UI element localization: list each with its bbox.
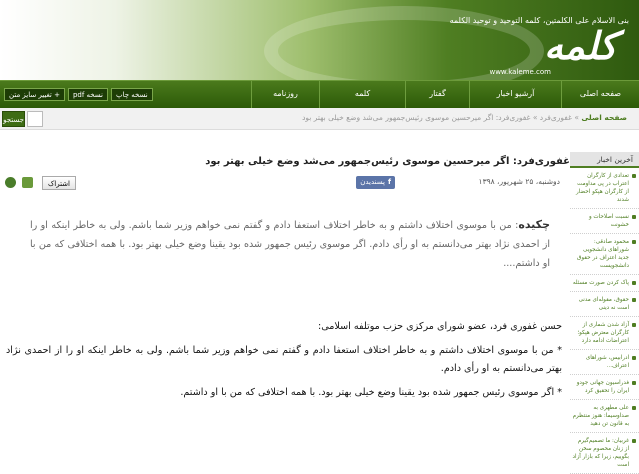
search-button[interactable]: جستجو [2, 111, 25, 127]
site-motto: بنی الاسلام علی الکلمتین، کلمه التوحید و توحید الکلمه [449, 16, 629, 25]
news-item[interactable]: علی مطهری به صداوسیما: هنوز منتظرم به قانون تن دهید [570, 400, 639, 433]
body-paragraph: حسن غفوری فرد، عضو شورای مرکزی حزب موتلفه اسلامی: [318, 321, 562, 332]
breadcrumb-section[interactable]: غفوری‌فرد [539, 113, 572, 122]
news-item[interactable]: ادرابیس، شوراهای اعتراف... [570, 350, 639, 375]
summary-lead: چکیده [518, 218, 550, 231]
main-navbar [0, 80, 639, 108]
facebook-like-button[interactable]: f پسندیدن [356, 176, 395, 189]
site-url[interactable]: www.kaleme.com [489, 68, 551, 76]
breadcrumb-home[interactable]: صفحه اصلی [581, 113, 627, 122]
nav-archive[interactable]: آرشیو اخبار [469, 81, 561, 109]
nav-kaleme[interactable]: کلمه [319, 81, 405, 109]
article-date: دوشنبه، ۲۵ شهریور، ۱۳۹۸ [478, 177, 560, 186]
search-input[interactable] [27, 111, 43, 127]
news-item[interactable]: حقوق، مقوله‌ای مدنی است نه دینی [570, 292, 639, 317]
article-meta [0, 174, 560, 192]
main-menu [251, 81, 639, 109]
article-content [0, 130, 570, 420]
print-icon[interactable] [5, 177, 16, 188]
site-logo[interactable]: کلمه [543, 23, 617, 68]
font-size-button[interactable]: + تغییر سایز متن [4, 88, 65, 101]
pdf-button[interactable]: نسخه pdf [68, 88, 108, 101]
article-body [6, 318, 562, 408]
body-paragraph: * اگر موسوی رئیس جمهور شده بود یقینا وضع خیلی بهتر بود. با همه اختلافی که من با او داشتم. [180, 387, 562, 398]
body-paragraph: * من با موسوی اختلاف داشتم و به خاطر اختلاف استعفا دادم و گفتم نمی خواهم وزیر شما باشم. ولی به خاطر اینکه او را از احمدی نژاد بهتر می‌دانستم به او رأی دادم. [6, 345, 562, 374]
news-item[interactable]: فدراسیون جهانی جودو ایران را تحقیق کرد [570, 375, 639, 400]
nav-home[interactable]: صفحه اصلی [561, 81, 639, 109]
font-tools [4, 88, 153, 101]
news-list [570, 168, 639, 474]
news-item[interactable]: تعدادی از کارگران اعتراب در پی مداومت از کارگران هپکو احضار شدند [570, 168, 639, 209]
breadcrumb: صفحه اصلی » غفوری‌فرد » غفوری‌فرد: اگر میرحسین موسوی رئیس‌جمهور می‌شد وضع خیلی بهتر بود [302, 113, 627, 122]
news-item[interactable]: محمود صادقی: شوراهای دانشجویی جدید اعتراف در حقوق دانشجویست [570, 234, 639, 275]
breadcrumb-current: غفوری‌فرد: اگر میرحسین موسوی رئیس‌جمهور می‌شد وضع خیلی بهتر بود [302, 113, 531, 122]
news-item[interactable]: نسبت اصلاحات و خشونت [570, 209, 639, 234]
news-item[interactable]: آزاد شدن شماری از کارگران معترض هپکو؛ اعتراضات ادامه دارد [570, 317, 639, 350]
latest-news-sidebar [570, 152, 639, 468]
news-item[interactable]: غربیان: ما تصمیم‌گیرم از زنان محصوم سخن بگوییم، زیرا که بازار آزاد است [570, 433, 639, 474]
article-summary [30, 215, 550, 273]
nav-speech[interactable]: گفتار [405, 81, 469, 109]
sidebar-title: آخرین اخبار [570, 152, 639, 168]
share-button[interactable]: اشتراک [42, 176, 76, 190]
print-version-button[interactable]: نسخه چاپ [111, 88, 153, 101]
article-title: غفوری‌فرد: اگر میرحسین موسوی رئیس‌جمهور می‌شد وضع خیلی بهتر بود [205, 156, 570, 167]
summary-text: : من با موسوی اختلاف داشتم و به خاطر اختلاف استعفا دادم و گفتم نمی خواهم وزیر شما باشم. ولی به خاطر اینکه او را از احمدی نژاد بهتر می‌دانستم به او رأی دادم. اگر موسوی رئیس جمهور شده بود یقینا وضع خیلی بهتر بود. با همه اختلافی که من با او داشتم.... [30, 220, 550, 269]
email-icon[interactable] [22, 177, 33, 188]
news-item[interactable]: پاک کردن صورت مسئله [570, 275, 639, 292]
nav-newspaper[interactable]: روزنامه [251, 81, 319, 109]
site-header [0, 0, 639, 80]
search-bar [0, 108, 639, 130]
